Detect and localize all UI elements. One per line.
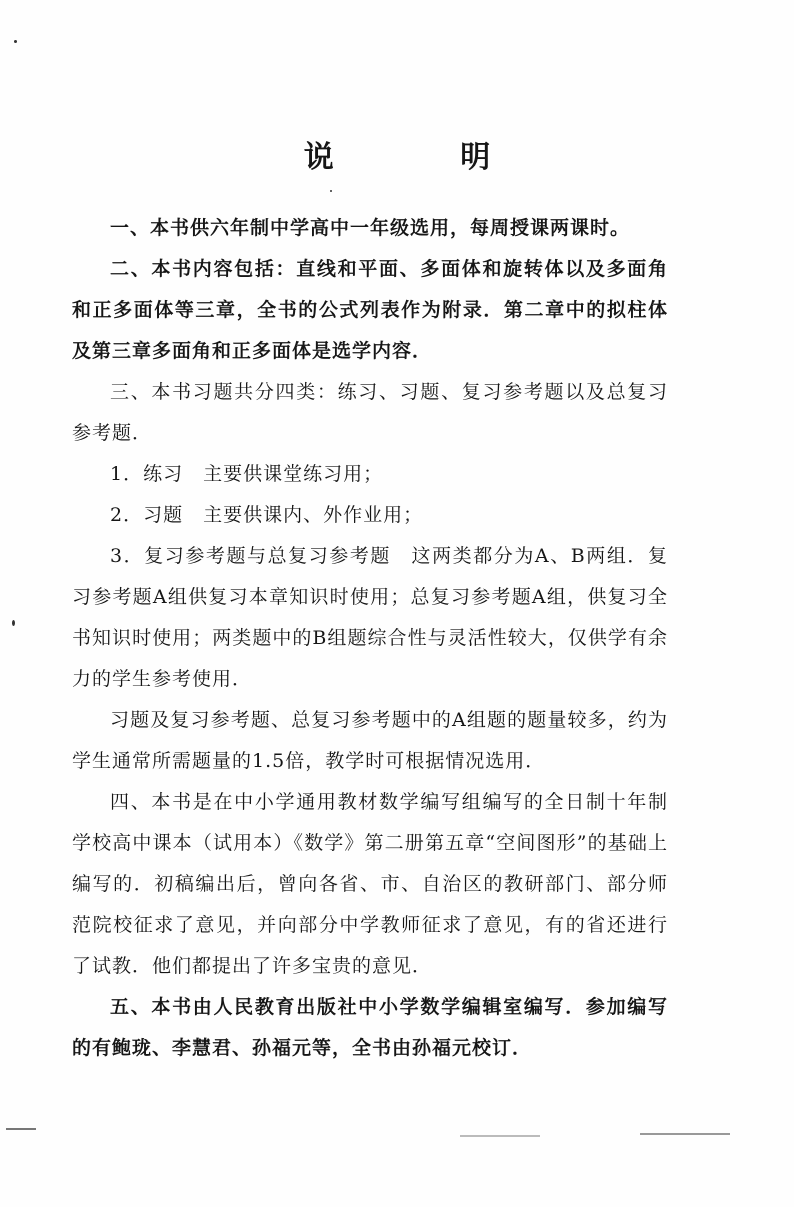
paragraph-1: 一、本书供六年制中学高中一年级选用，每周授课两课时。 — [110, 217, 631, 239]
list-item-3: 3．复习参考题与总复习参考题 这两类都分为A、B两组．复习参考题A组供复习本章知识时使用；总复习参考题A组，供复习全书知识时使用；两类题中的B组题综合性与灵活性较大，仅供学有余力的学生参考使用． — [72, 545, 668, 690]
page-title: 说 明 — [303, 140, 549, 175]
scan-mark — [6, 1128, 36, 1130]
list-item-1: 1．练习 主要供课堂练习用； — [110, 463, 384, 485]
body-text — [72, 208, 668, 1069]
scan-speck — [330, 190, 332, 192]
scan-mark — [460, 1135, 540, 1137]
paragraph-6: 五、本书由人民教育出版社中小学数学编辑室编写．参加编写的有鲍珑、李慧君、孙福元等，全书由孙福元校订． — [72, 996, 668, 1059]
scan-speck — [14, 40, 17, 43]
paragraph-3: 三、本书习题共分四类：练习、习题、复习参考题以及总复习参考题． — [72, 381, 668, 444]
paragraph-4: 习题及复习参考题、总复习参考题中的A组题的题量较多，约为学生通常所需题量的1.5倍，教学时可根据情况选用． — [72, 709, 668, 772]
paragraph-2: 二、本书内容包括：直线和平面、多面体和旋转体以及多面角和正多面体等三章，全书的公式列表作为附录．第二章中的拟柱体及第三章多面角和正多面体是选学内容． — [72, 258, 668, 362]
paragraph-5: 四、本书是在中小学通用教材数学编写组编写的全日制十年制学校高中课本（试用本）《数学》第二册第五章“空间图形”的基础上编写的．初稿编出后，曾向各省、市、自治区的教研部门、部分师范院校征求了意见，并向部分中学教师征求了意见，有的省还进行了试教．他们都提出了许多宝贵的意见． — [72, 791, 668, 977]
scan-speck — [12, 620, 15, 626]
list-item-2: 2．习题 主要供课内、外作业用； — [110, 504, 424, 526]
scan-mark — [640, 1133, 730, 1135]
